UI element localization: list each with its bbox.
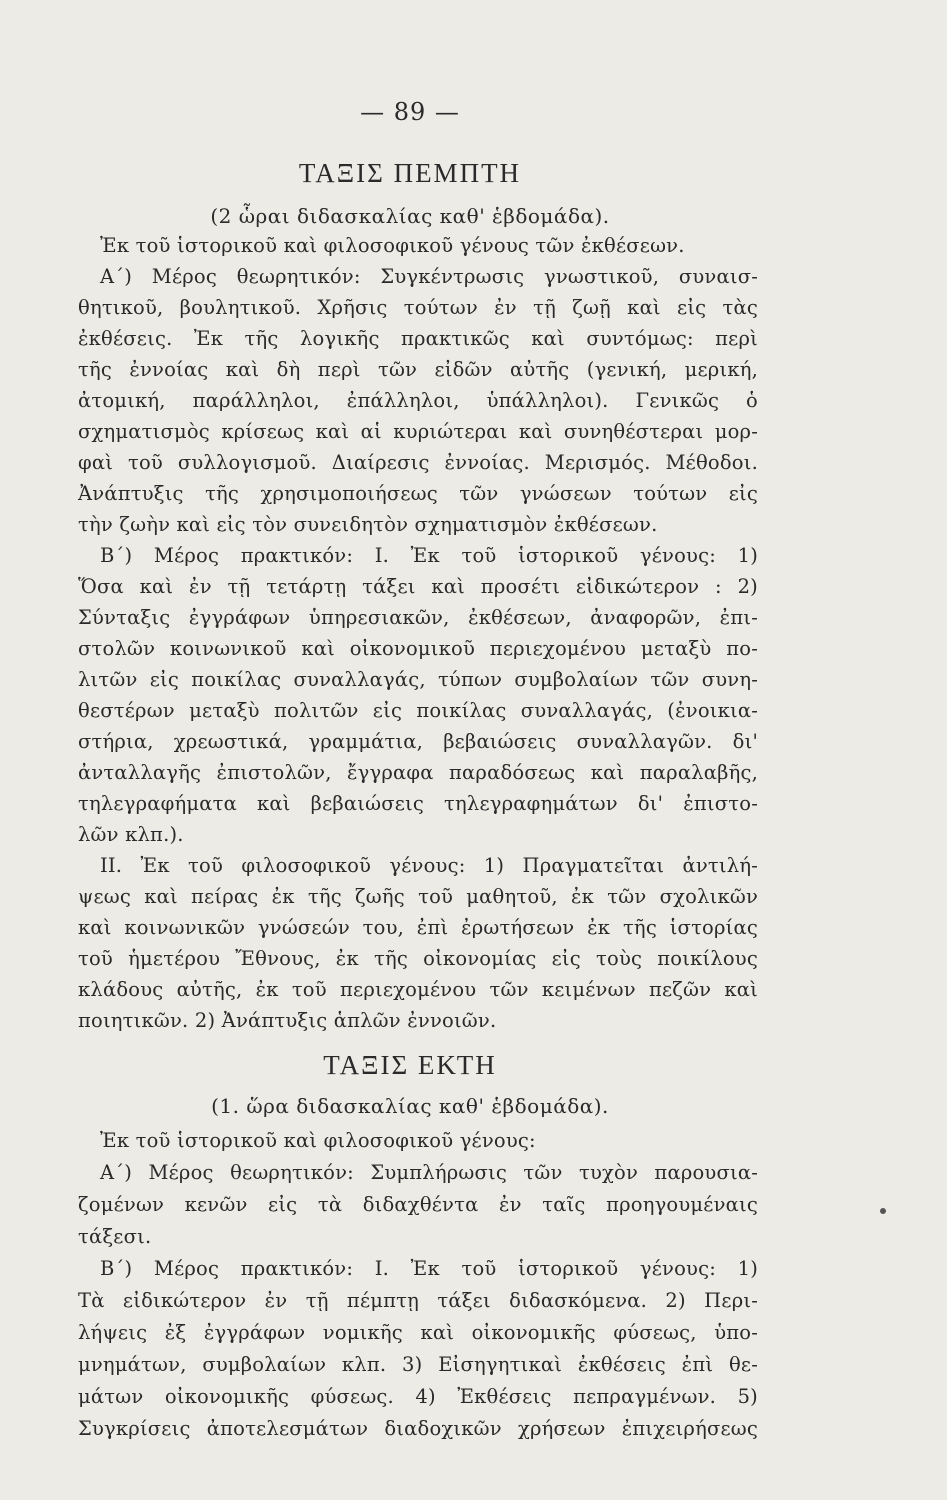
text-line: θεστέρων μεταξὺ πολιτῶν εἰς ποικίλας συναλλαγάς, (ἐνοικια-: [78, 699, 758, 722]
text-line: μνημάτων, συμβολαίων κλπ. 3) Εἰσηγητικαὶ ἐκθέσεις ἐπὶ θε-: [78, 1353, 758, 1376]
section-title-sixth-class: ΤΑΞΙΣ ΕΚΤΗ: [323, 1050, 497, 1080]
text-line: μάτων οἰκονομικῆς φύσεως. 4) Ἐκθέσεις πεπραγμένων. 5): [78, 1385, 758, 1408]
text-line: τάξεσι.: [78, 1225, 152, 1248]
text-line: τὴν ζωὴν καὶ εἰς τὸν συνειδητὸν σχηματισμὸν ἐκθέσεων.: [78, 513, 658, 536]
text-line: σχηματισμὸς κρίσεως καὶ αἱ κυριώτεραι καὶ συνηθέστεραι μορ-: [78, 420, 758, 443]
text-line: λήψεις ἐξ ἐγγράφων νομικῆς καὶ οἰκονομικῆς φύσεως, ὑπο-: [78, 1321, 758, 1344]
text-line: Α΄) Μέρος θεωρητικόν: Συγκέντρωσις γνωστικοῦ, συναισ-: [100, 265, 758, 288]
section-title-fifth-class: ΤΑΞΙΣ ΠΕΜΠΤΗ: [298, 158, 522, 188]
text-line: Συγκρίσεις ἀποτελεσμάτων διαδοχικῶν χρήσεων ἐπιχειρήσεως: [78, 1417, 758, 1440]
text-line: ψεως καὶ πείρας ἐκ τῆς ζωῆς τοῦ μαθητοῦ, ἐκ τῶν σχολικῶν: [78, 885, 758, 908]
text-line: ἀνταλλαγῆς ἐπιστολῶν, ἔγγραφα παραδόσεως καὶ παραλαβῆς,: [78, 761, 758, 784]
text-line: ἐκθέσεις. Ἐκ τῆς λογικῆς πρακτικῶς καὶ συντόμως: περὶ: [78, 327, 758, 350]
text-line: Β΄) Μέρος πρακτικόν: Ι. Ἐκ τοῦ ἱστορικοῦ γένους: 1): [100, 544, 758, 567]
section-subtitle-sixth-class: (1. ὥρα διδασκαλίας καθ' ἑβδομάδα).: [211, 1094, 609, 1118]
text-line: κλάδους αὐτῆς, ἐκ τοῦ περιεχομένου τῶν κειμένων πεζῶν καὶ: [78, 978, 758, 1001]
text-line: καὶ κοινωνικῶν γνώσεών του, ἐπὶ ἐρωτήσεων ἐκ τῆς ἱστορίας: [78, 916, 758, 939]
text-line: Ἐκ τοῦ ἱστορικοῦ καὶ φιλοσοφικοῦ γένους τῶν ἐκθέσεων.: [100, 234, 685, 257]
text-line: τοῦ ἡμετέρου Ἔθνους, ἐκ τῆς οἰκονομίας εἰς τοὺς ποικίλους: [78, 947, 758, 970]
text-line: τῆς ἐννοίας καὶ δὴ περὶ τῶν εἰδῶν αὐτῆς (γενική, μερική,: [78, 358, 758, 381]
text-line: ἀτομική, παράλληλοι, ἐπάλληλοι, ὑπάλληλοι). Γενικῶς ὁ: [78, 389, 758, 412]
text-line: Ὅσα καὶ ἐν τῇ τετάρτῃ τάξει καὶ προσέτι εἰδικώτερον : 2): [78, 575, 758, 598]
text-line: θητικοῦ, βουλητικοῦ. Χρῆσις τούτων ἐν τῇ ζωῇ καὶ εἰς τὰς: [78, 296, 758, 319]
text-line: ποιητικῶν. 2) Ἀνάπτυξις ἁπλῶν ἐννοιῶν.: [78, 1009, 497, 1032]
text-line: τηλεγραφήματα καὶ βεβαιώσεις τηλεγραφημάτων δι' ἐπιστο-: [78, 792, 758, 815]
ink-speck: [880, 1208, 886, 1214]
text-line: στολῶν κοινωνικοῦ καὶ οἰκονομικοῦ περιεχομένου μεταξὺ πο-: [78, 637, 758, 660]
text-line: Ἀνάπτυξις τῆς χρησιμοποιήσεως τῶν γνώσεων τούτων εἰς: [78, 482, 758, 505]
text-line: ΙΙ. Ἐκ τοῦ φιλοσοφικοῦ γένους: 1) Πραγματεῖται ἀντιλή-: [100, 854, 758, 877]
text-line: φαὶ τοῦ συλλογισμοῦ. Διαίρεσις ἐννοίας. Μερισμός. Μέθοδοι.: [78, 451, 758, 474]
text-line: Β΄) Μέρος πρακτικόν: Ι. Ἐκ τοῦ ἱστορικοῦ γένους: 1): [100, 1257, 758, 1280]
text-line: Α΄) Μέρος θεωρητικόν: Συμπλήρωσις τῶν τυχὸν παρουσια-: [100, 1161, 758, 1184]
text-line: Ἐκ τοῦ ἱστορικοῦ καὶ φιλοσοφικοῦ γένους:: [100, 1129, 536, 1152]
text-line: λιτῶν εἰς ποικίλας συναλλαγάς, τύπων συμβολαίων τῶν συνη-: [78, 668, 758, 691]
text-line: Σύνταξις ἐγγράφων ὑπηρεσιακῶν, ἐκθέσεων, ἀναφορῶν, ἐπι-: [78, 606, 758, 629]
page-number: — 89 —: [360, 98, 460, 126]
section-subtitle-fifth-class: (2 ὧραι διδασκαλίας καθ' ἑβδομάδα).: [210, 204, 610, 228]
text-line: Τὰ εἰδικώτερον ἐν τῇ πέμπτῃ τάξει διδασκόμενα. 2) Περι-: [78, 1289, 758, 1312]
text-line: λῶν κλπ.).: [78, 823, 184, 846]
text-line: ζομένων κενῶν εἰς τὰ διδαχθέντα ἐν ταῖς προηγουμέναις: [78, 1193, 758, 1216]
text-line: στήρια, χρεωστικά, γραμμάτια, βεβαιώσεις συναλλαγῶν. δι': [78, 730, 758, 753]
